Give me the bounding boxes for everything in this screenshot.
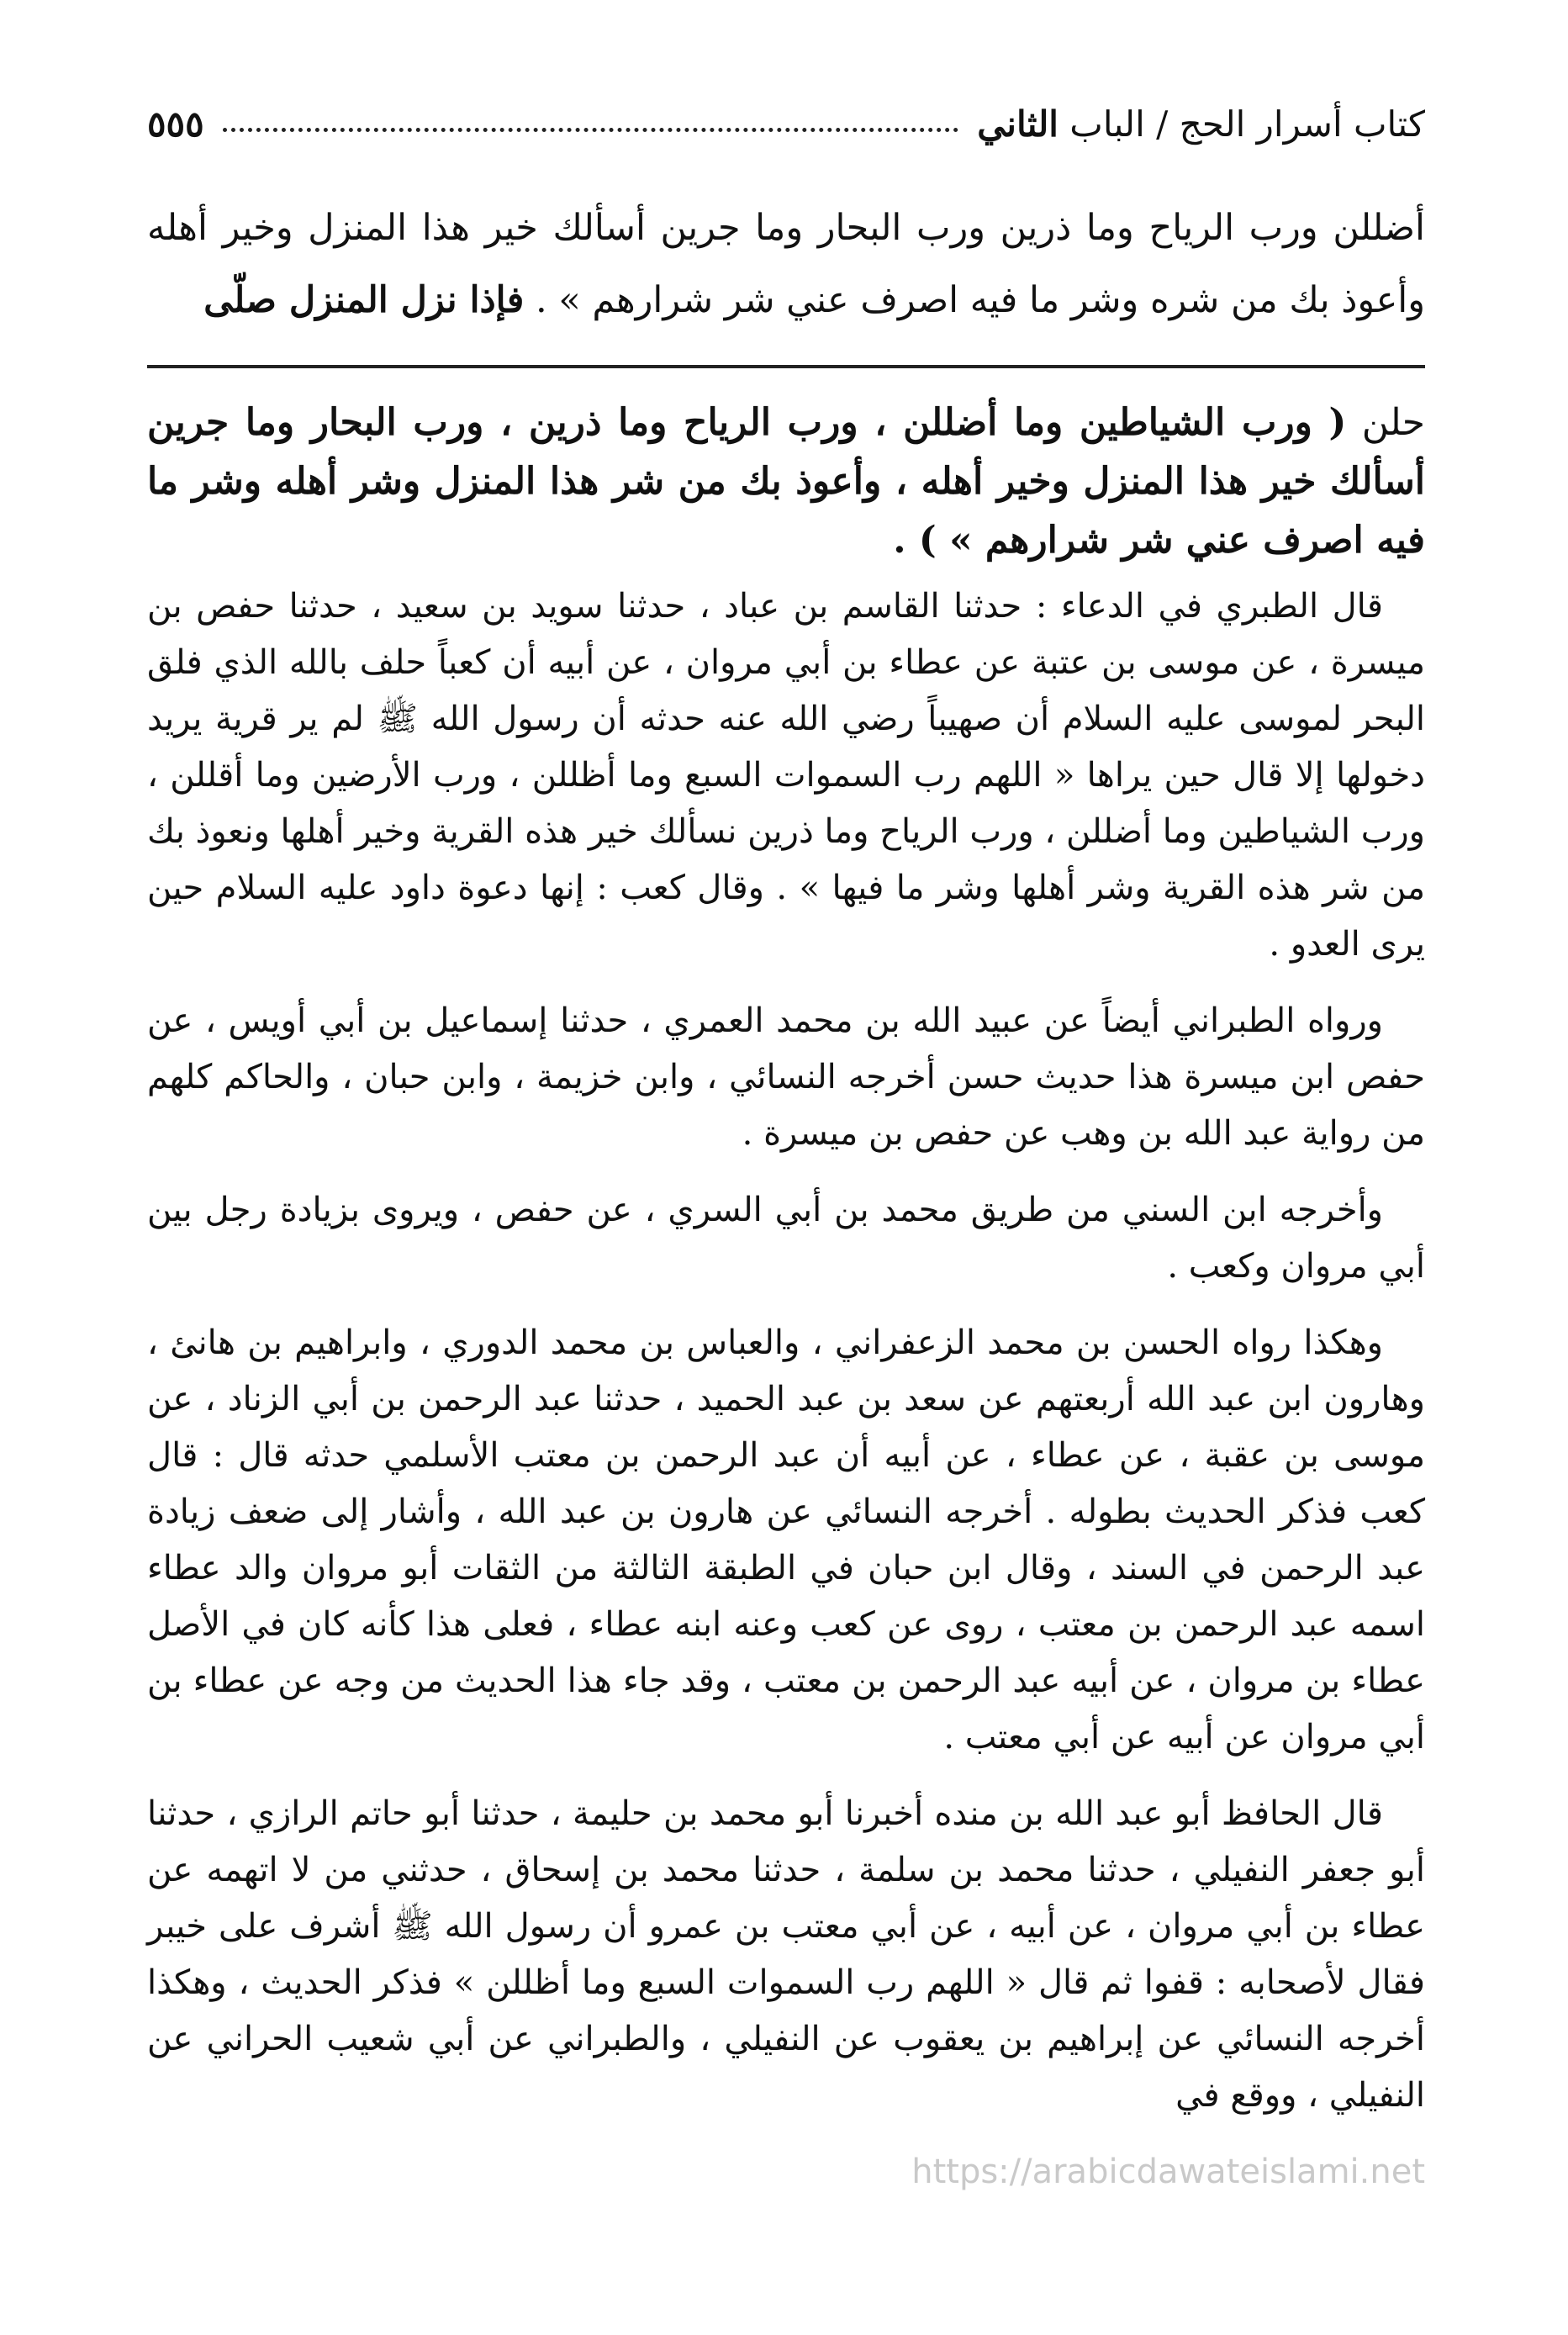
commentary-paragraph-5: قال الحافظ أبو عبد الله بن منده أخبرنا أبو محمد بن حليمة ، حدثنا أبو حاتم الرازي ، حدثنا أبو جعفر النفيلي ، حدثنا محمد بن سلمة ، حدثنا محمد بن إسحاق ، حدثني من لا اتهمه عن عطاء بن أبي مروان ، عن أبيه ، عن أبي معتب بن عمرو أن رسول الله ﷺ أشرف على خيبر فقال لأصحابه : قفوا ثم قال « اللهم رب السموات السبع وما أظللن » فذكر الحديث ، وهكذا أخرجه النسائي عن إبراهيم بن يعقوب عن النفيلي ، والطبراني عن أبي شعيب الحراني عن النفيلي ، ووقع في	[147, 1794, 1425, 2115]
main-text-line-2-start: أهله وأعوذ بك من شره وشر ما فيه اصرف عني شر شرارهم » .	[147, 207, 1425, 321]
commentary-paragraph-3: وأخرجه ابن السني من طريق محمد بن أبي السري ، عن حفص ، ويروى بزيادة رجل بين أبي مروان وكعب .	[147, 1191, 1425, 1286]
main-text-line-1: أضللن ورب الرياح وما ذرين ورب البحار وما جرين أسألك خير هذا المنزل وخير	[222, 207, 1425, 249]
dotted-leader	[223, 116, 959, 132]
commentary-paragraph-1: قال الطبري في الدعاء : حدثنا القاسم بن عباد ، حدثنا سويد بن سعيد ، حدثنا حفص بن ميسرة ، عن موسى بن عتبة عن عطاء بن أبي مروان ، عن أبيه أن كعباً حلف بالله الذي فلق البحر لموسى عليه السلام أن صهيباً رضي الله عنه حدثه أن رسول الله ﷺ لم ير قرية يريد دخولها إلا قال حين يراها « اللهم رب السموات السبع وما أظللن ، ورب الأرضين وما أقللن ، ورب الشياطين وما أضللن ، ورب الرياح وما ذرين نسألك خير هذه القرية وخير أهلها ونعوذ بك من شر هذه القرية وشر أهلها وشر ما فيها » . وقال كعب : إنها دعوة داود عليه السلام حين يرى العدو .	[147, 587, 1426, 964]
main-text-line-2-bold: فإذا نزل المنزل صلّى	[203, 279, 525, 321]
running-header	[147, 94, 1425, 153]
running-title	[977, 103, 1425, 145]
commentary-paragraph-4: وهكذا رواه الحسن بن محمد الزعفراني ، والعباس بن محمد الدوري ، وابراهيم بن هانئ ، وهارون ابن عبد الله أربعتهم عن سعد بن عبد الحميد ، حدثنا عبد الرحمن بن أبي الزناد ، عن موسى بن عقبة ، عن عطاء ، عن أبيه أن عبد الرحمن بن معتب الأسلمي حدثه قال : قال كعب فذكر الحديث بطوله . أخرجه النسائي عن هارون بن عبد الله ، وأشار إلى ضعف زيادة عبد الرحمن في السند ، وقال ابن حبان في الطبقة الثالثة من الثقات أبو مروان والد عطاء اسمه عبد الرحمن بن معتب ، روى عن كعب وعنه ابنه عطاء ، فعلى هذا كأنه كان في الأصل عطاء بن مروان ، عن أبيه عبد الرحمن بن معتب ، وقد جاء هذا الحديث من وجه عن عطاء بن أبي مروان عن أبيه عن أبي معتب .	[147, 1323, 1425, 1757]
page-number: ٥٥٥	[147, 103, 204, 145]
commentary-lead-bold: ( ورب الشياطين وما أضللن ، ورب الرياح وما ذرين ، ورب البحار وما جرين أسألك خير هذا المنزل وخير أهله ، وأعوذ بك من شر هذا المنزل وشر أهله وشر ما فيه اصرف عني شر شرارهم » ) .	[147, 401, 1425, 562]
running-title-text: كتاب أسرار الحج / الباب	[1069, 103, 1425, 145]
commentary-paragraph-2: ورواه الطبراني أيضاً عن عبيد الله بن محمد العمري ، حدثنا إسماعيل بن أبي أويس ، عن حفص ابن ميسرة هذا حديث حسن أخرجه النسائي ، وابن خزيمة ، وابن حبان ، والحاكم كلهم من رواية عبد الله بن وهب عن حفص بن ميسرة .	[147, 1001, 1425, 1153]
main-text	[147, 192, 1425, 336]
text-divider	[147, 365, 1425, 368]
running-title-chapter: الثاني	[977, 103, 1059, 145]
watermark-url: https://arabicdawateislami.net	[911, 2153, 1425, 2191]
commentary-lead-start: حلن	[1361, 401, 1425, 444]
commentary	[147, 394, 1425, 2144]
commentary-lead	[147, 394, 1425, 570]
